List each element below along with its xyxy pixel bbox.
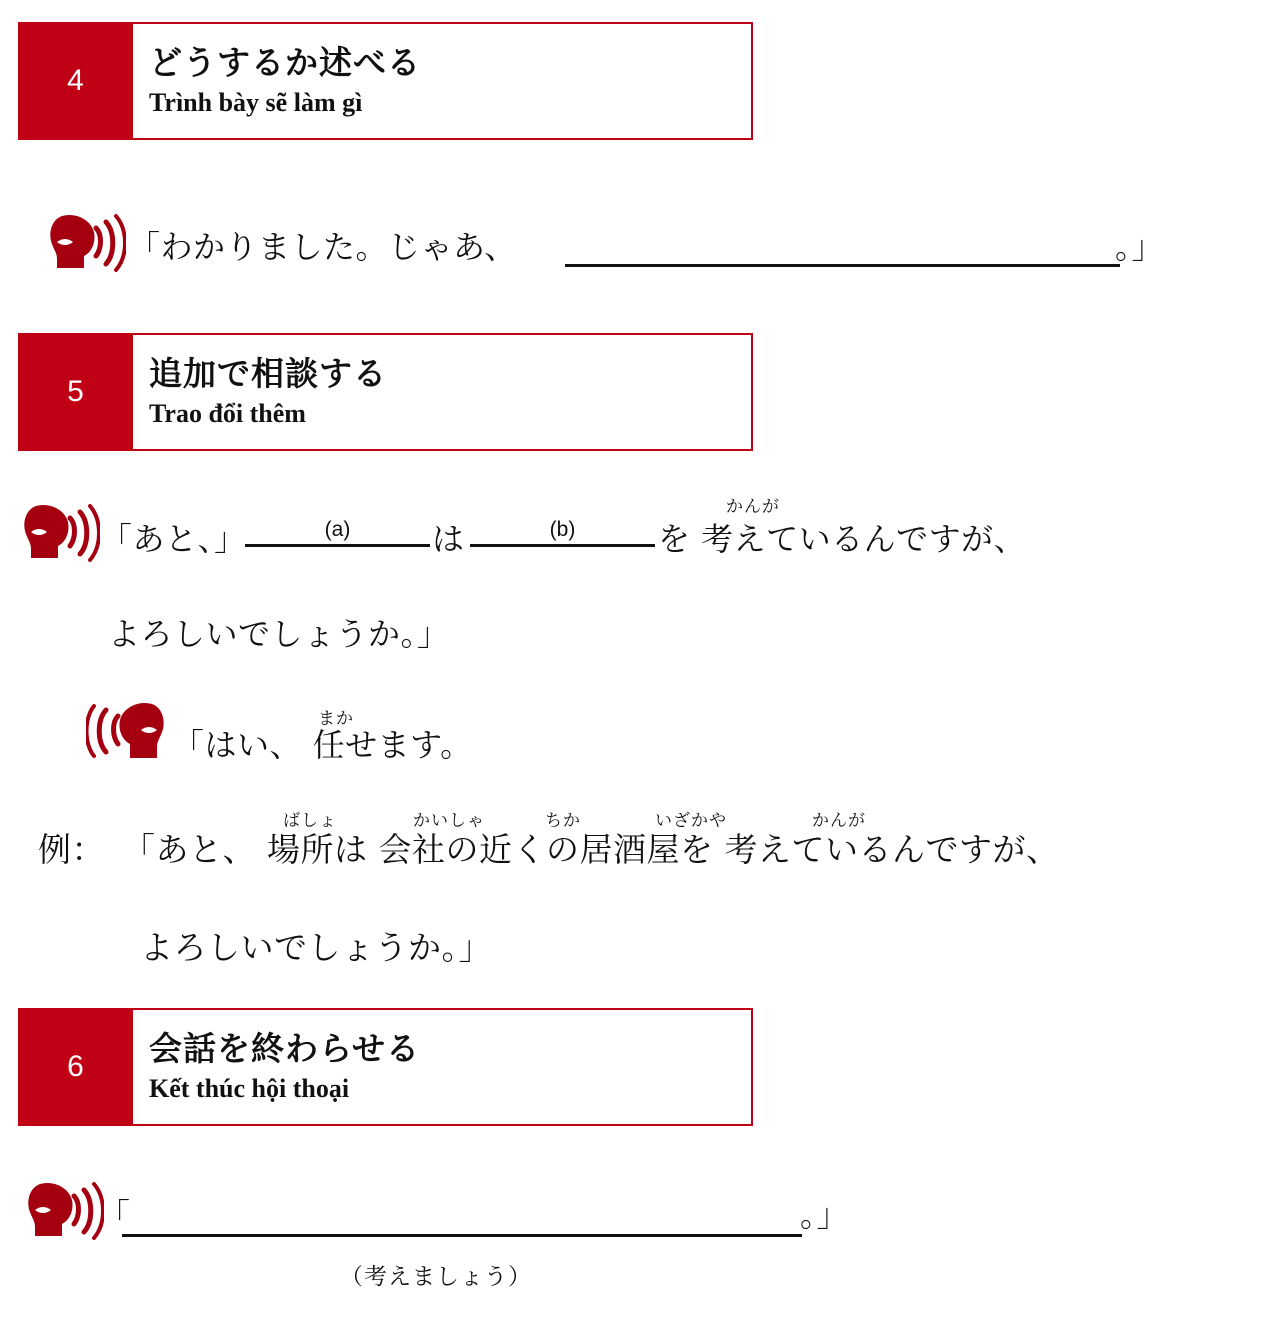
example-label: 例： (38, 830, 105, 869)
speaking-head-icon (26, 1180, 104, 1246)
speaking-head-icon (22, 502, 100, 568)
line-5-blank-b (470, 518, 655, 547)
furigana-maka: まか (318, 709, 354, 729)
example-line-1: 「あと、 場所は 会社の近くの居酒屋を 考えているんですが、 (122, 830, 1060, 869)
line-4-blank (565, 226, 1120, 275)
section-title-vi-5: Trao đổi thêm (149, 398, 306, 428)
furigana-kangae: かんが (726, 497, 780, 517)
line-5-text-second: よろしいでしょうか。」 (108, 615, 450, 653)
line-6-text-open: 「 (98, 1196, 131, 1234)
line-5-blank-a (245, 518, 430, 547)
line-5-reply-text: 「はい、 任せます。 (172, 726, 473, 764)
line-5-blank-b-label: (b) (470, 518, 655, 547)
section-title-vi-4: Trình bày sẽ làm gì (149, 87, 363, 117)
section-title-jp-6: 会話を終わらせる (149, 1029, 421, 1069)
section-title-vi-6: Kết thúc hội thoại (149, 1073, 350, 1103)
furigana-basho: ばしょ (283, 811, 337, 831)
line-4-text-close: 。」 (1115, 228, 1165, 266)
listening-head-icon (86, 700, 166, 766)
footnote: （考えましょう） (340, 1264, 532, 1290)
example-line-2: よろしいでしょうか。」 (140, 928, 492, 967)
line-5-text-mid: は (432, 520, 465, 558)
line-4-text-open: 「わかりました。じゃあ、 (128, 228, 517, 266)
section-title-block-5 (133, 333, 753, 451)
furigana-kaisha: かいしゃ (413, 811, 485, 831)
section-title-block-6 (133, 1008, 753, 1126)
line-5-text-open: 「あと、」 (100, 520, 247, 558)
section-title-jp-5: 追加で相談する (149, 354, 387, 394)
furigana-izakaya: いざかや (655, 811, 727, 831)
line-6-blank (122, 1196, 802, 1245)
section-number-6: 6 (18, 1008, 133, 1126)
furigana-kangae-2: かんが (812, 811, 866, 831)
speaking-head-icon (48, 212, 126, 278)
section-header-5 (18, 333, 753, 451)
section-number-4: 4 (18, 22, 133, 140)
section-number-5: 5 (18, 333, 133, 451)
line-5-blank-a-label: (a) (245, 518, 430, 547)
section-title-jp-4: どうするか述べる (149, 43, 421, 83)
line-6-text-close: 。」 (800, 1196, 850, 1234)
section-header-4 (18, 22, 753, 140)
section-title-block-4 (133, 22, 753, 140)
furigana-chika: ちか (545, 811, 581, 831)
line-5-text-tail: を 考えているんですが、 (658, 520, 1027, 558)
section-header-6 (18, 1008, 753, 1126)
